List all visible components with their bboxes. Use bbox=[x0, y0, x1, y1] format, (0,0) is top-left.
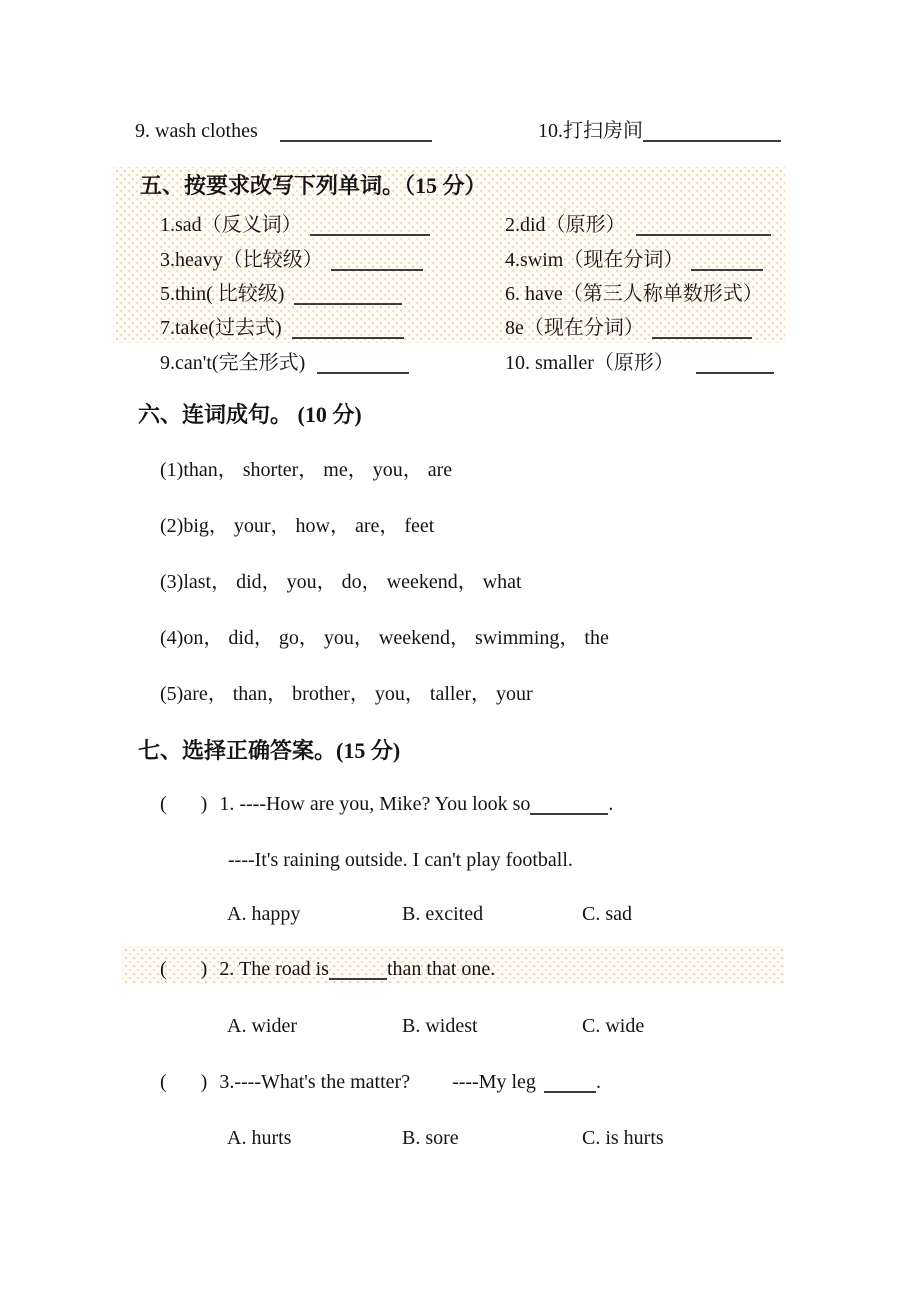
option-c: C. is hurts bbox=[582, 1127, 664, 1149]
question-1-subline: ----It's raining outside. I can't play football. bbox=[228, 849, 573, 871]
question-1-stem: 1. ----How are you, Mike? You look so bbox=[219, 793, 531, 815]
answer-blank[interactable] bbox=[691, 249, 763, 271]
word-item-3-label: 3.heavy（比较级） bbox=[160, 249, 323, 271]
word-item-6-label: 6. have（第三人称单数形式） bbox=[505, 283, 763, 305]
answer-blank[interactable] bbox=[696, 352, 774, 374]
choice-question-3: ( ) 3.----What's the matter? ----My leg . bbox=[160, 1071, 601, 1093]
question-1-options bbox=[227, 899, 632, 929]
answer-blank[interactable] bbox=[317, 352, 409, 374]
sentence-item-5: (5)are， than， brother， you， taller， your bbox=[160, 683, 533, 705]
word-transform-row bbox=[160, 279, 763, 309]
word-item-10-label: 10. smaller（原形） bbox=[505, 352, 674, 374]
answer-bracket[interactable]: ( ) bbox=[160, 793, 208, 815]
answer-blank[interactable] bbox=[544, 1071, 596, 1093]
vocab-item-9-label: 9. wash clothes bbox=[135, 120, 258, 142]
answer-blank[interactable] bbox=[652, 317, 752, 339]
sentence-item-1: (1)than， shorter， me， you， are bbox=[160, 459, 453, 481]
word-item-4-label: 4.swim（现在分词） bbox=[505, 249, 684, 271]
word-item-5-label: 5.thin( 比较级) bbox=[160, 283, 285, 305]
answer-bracket[interactable]: ( ) bbox=[160, 958, 208, 980]
question-2-stem: 2. The road is bbox=[219, 958, 329, 980]
question-3-stem-b: ----My leg bbox=[452, 1071, 536, 1093]
sentence-item-2: (2)big， your， how， are， feet bbox=[160, 515, 435, 537]
section6-title: 六、连词成句。 (10 分) bbox=[138, 402, 362, 427]
option-b: B. widest bbox=[402, 1015, 478, 1037]
question-2-options bbox=[227, 1011, 644, 1041]
sentence-item-3: (3)last， did， you， do， weekend， what bbox=[160, 571, 522, 593]
answer-blank[interactable] bbox=[292, 317, 404, 339]
option-b: B. sore bbox=[402, 1127, 459, 1149]
word-transform-row bbox=[160, 348, 774, 378]
section5-title: 五、按要求改写下列单词。（15 分） bbox=[140, 173, 487, 198]
section7-title: 七、选择正确答案。(15 分) bbox=[138, 738, 401, 763]
word-item-2-label: 2.did（原形） bbox=[505, 214, 626, 236]
word-item-9-label: 9.can't(完全形式) bbox=[160, 352, 306, 374]
answer-blank[interactable] bbox=[636, 214, 771, 236]
answer-blank[interactable] bbox=[331, 249, 423, 271]
option-b: B. excited bbox=[402, 903, 484, 925]
word-item-7-label: 7.take(过去式) bbox=[160, 317, 282, 339]
option-a: A. happy bbox=[227, 903, 301, 925]
word-item-8-label: 8e（现在分词） bbox=[505, 317, 644, 339]
option-c: C. wide bbox=[582, 1015, 645, 1037]
word-item-1-label: 1.sad（反义词） bbox=[160, 214, 302, 236]
answer-bracket[interactable]: ( ) bbox=[160, 1071, 208, 1093]
answer-blank[interactable] bbox=[329, 958, 387, 980]
vocab-item-10-label: 10.打扫房间 bbox=[538, 120, 643, 142]
choice-question-2: ( ) 2. The road is than that one. bbox=[160, 958, 496, 980]
option-a: A. wider bbox=[227, 1015, 297, 1037]
question-3-options bbox=[227, 1123, 664, 1153]
choice-question-1: ( ) 1. ----How are you, Mike? You look so . bbox=[160, 793, 614, 815]
answer-blank[interactable] bbox=[310, 214, 430, 236]
sentence-item-4: (4)on， did， go， you， weekend， swimming， the bbox=[160, 627, 609, 649]
answer-blank[interactable] bbox=[280, 120, 432, 142]
vocab-row bbox=[135, 116, 781, 146]
word-transform-row bbox=[160, 313, 752, 343]
question-3-stem-a: 3.----What's the matter? bbox=[219, 1071, 411, 1093]
answer-blank[interactable] bbox=[530, 793, 608, 815]
word-transform-row bbox=[160, 245, 763, 275]
word-transform-row bbox=[160, 210, 771, 240]
option-a: A. hurts bbox=[227, 1127, 292, 1149]
answer-blank[interactable] bbox=[294, 283, 402, 305]
answer-blank[interactable] bbox=[643, 120, 781, 142]
option-c: C. sad bbox=[582, 903, 632, 925]
